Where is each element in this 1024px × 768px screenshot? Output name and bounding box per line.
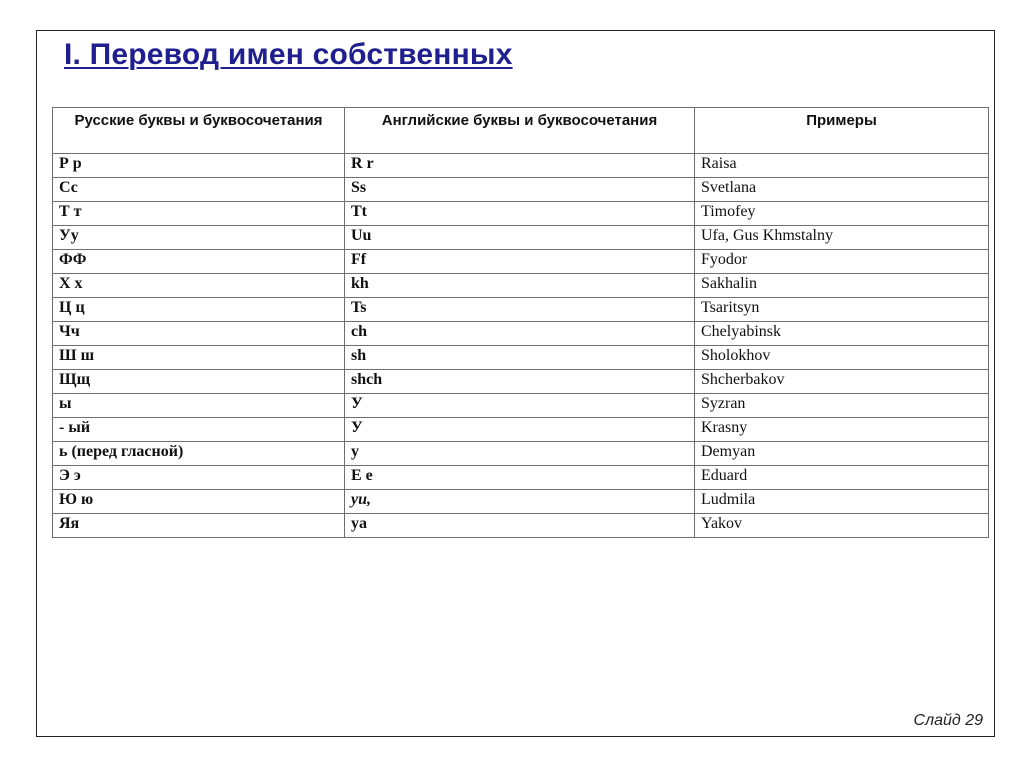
english-letter-cell: kh [345, 274, 695, 298]
example-cell: Syzran [695, 394, 989, 418]
english-letter-cell: у [345, 442, 695, 466]
russian-letter-cell: ФФ [53, 250, 345, 274]
english-letter-cell: ya [345, 514, 695, 538]
example-cell: Demyan [695, 442, 989, 466]
table-header-row [53, 108, 989, 154]
russian-letter-cell: - ый [53, 418, 345, 442]
russian-letter-cell: Ш ш [53, 346, 345, 370]
russian-letter-cell: Р р [53, 154, 345, 178]
english-letter-cell: Ts [345, 298, 695, 322]
english-letter-cell: E e [345, 466, 695, 490]
example-cell: Fyodor [695, 250, 989, 274]
example-cell: Timofey [695, 202, 989, 226]
table-row [53, 346, 989, 370]
example-cell: Ufa, Gus Khmstalny [695, 226, 989, 250]
header-english-letters: Английские буквы и буквосочетания [345, 108, 695, 154]
example-cell: Yakov [695, 514, 989, 538]
table-row [53, 178, 989, 202]
table-row [53, 514, 989, 538]
table-row [53, 298, 989, 322]
russian-letter-cell: Т т [53, 202, 345, 226]
table-row [53, 322, 989, 346]
example-cell: Eduard [695, 466, 989, 490]
russian-letter-cell: Х х [53, 274, 345, 298]
slide-number: Слайд 29 [913, 712, 983, 729]
table-row [53, 202, 989, 226]
example-cell: Sholokhov [695, 346, 989, 370]
table-row [53, 370, 989, 394]
russian-letter-cell: Уу [53, 226, 345, 250]
example-cell: Raisa [695, 154, 989, 178]
table-row [53, 442, 989, 466]
example-cell: Shcherbakov [695, 370, 989, 394]
transliteration-table [52, 107, 989, 538]
english-letter-cell: У [345, 418, 695, 442]
english-letter-cell: У [345, 394, 695, 418]
russian-letter-cell: Чч [53, 322, 345, 346]
table-row [53, 226, 989, 250]
russian-letter-cell: Ю ю [53, 490, 345, 514]
russian-letter-cell: Э э [53, 466, 345, 490]
example-cell: Svetlana [695, 178, 989, 202]
russian-letter-cell: Щщ [53, 370, 345, 394]
russian-letter-cell: ы [53, 394, 345, 418]
table-row [53, 250, 989, 274]
english-letter-cell: Ff [345, 250, 695, 274]
russian-letter-cell: Сс [53, 178, 345, 202]
table-row [53, 418, 989, 442]
russian-letter-cell: Яя [53, 514, 345, 538]
header-examples: Примеры [695, 108, 989, 154]
table-row [53, 274, 989, 298]
table-row [53, 154, 989, 178]
table-row [53, 490, 989, 514]
table-row [53, 466, 989, 490]
example-cell: Chelyabinsk [695, 322, 989, 346]
example-cell: Sakhalin [695, 274, 989, 298]
table-row [53, 394, 989, 418]
header-russian-letters: Русские буквы и буквосочетания [53, 108, 345, 154]
transliteration-table-container [52, 107, 988, 538]
slide-title: I. Перевод имен собственных [64, 38, 513, 71]
english-letter-cell: R r [345, 154, 695, 178]
english-letter-cell: ch [345, 322, 695, 346]
english-letter-cell: yu, [345, 490, 695, 514]
russian-letter-cell: Ц ц [53, 298, 345, 322]
english-letter-cell: Uu [345, 226, 695, 250]
example-cell: Krasny [695, 418, 989, 442]
english-letter-cell: Ss [345, 178, 695, 202]
english-letter-cell: Tt [345, 202, 695, 226]
example-cell: Tsaritsyn [695, 298, 989, 322]
english-letter-cell: sh [345, 346, 695, 370]
example-cell: Ludmila [695, 490, 989, 514]
russian-letter-cell: ь (перед гласной) [53, 442, 345, 466]
english-letter-cell: shch [345, 370, 695, 394]
